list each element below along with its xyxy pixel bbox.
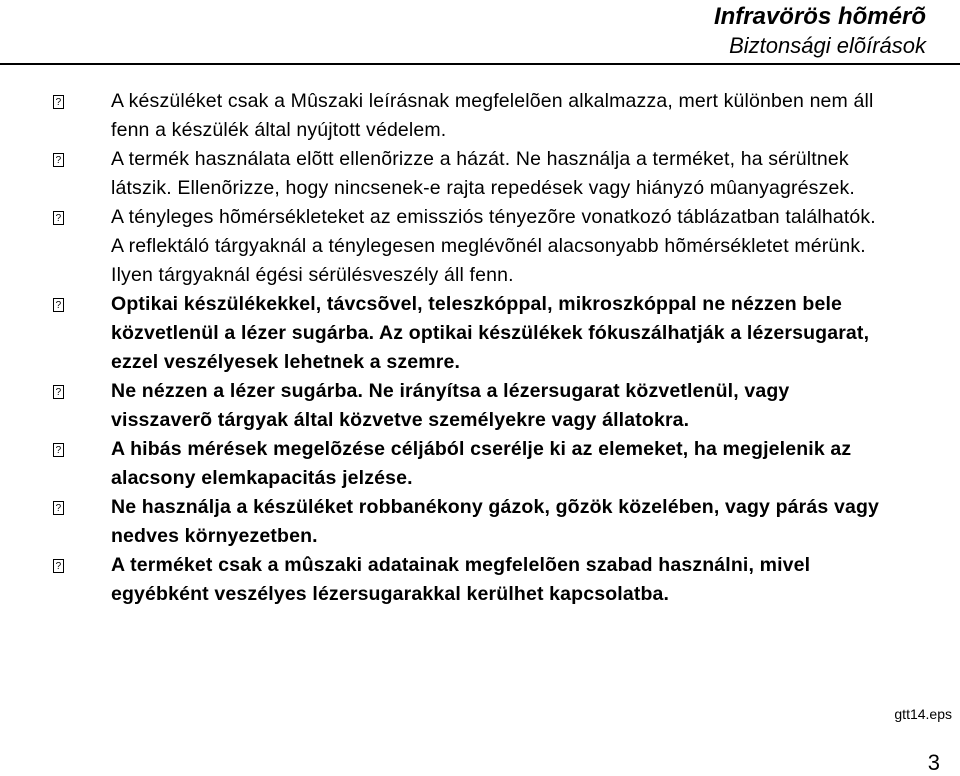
bullet-icon: ?: [53, 559, 64, 573]
list-item-text: A hibás mérések megelõzése céljából cserélje ki az elemeket, ha megjelenik az alacsony elemkapacitás jelzése.: [111, 438, 852, 489]
list-item-text: Optikai készülékekkel, távcsõvel, teleszkóppal, mikroszkóppal ne nézzen bele közvetlenül a lézer sugárba. Az optikai készülékek fókuszálhatják a lézersugarat, ezzel veszélyesek lehetnek a szemre.: [111, 293, 870, 373]
list-item: [0, 290, 960, 377]
list-item-text: A készüléket csak a Mûszaki leírásnak megfelelõen alkalmazza, mert különben nem áll fenn a készülék által nyújtott védelem.: [111, 90, 874, 141]
list-item: [0, 377, 960, 435]
bullet-icon: ?: [53, 211, 64, 225]
header-divider: [0, 63, 960, 65]
bullet-icon: ?: [53, 95, 64, 109]
bullet-icon: ?: [53, 443, 64, 457]
page-header: [714, 0, 926, 60]
page-number: 3: [927, 750, 940, 775]
safety-instructions-list: [0, 87, 960, 609]
bullet-icon: ?: [53, 298, 64, 312]
document-title: Infravörös hõmérõ: [713, 3, 926, 30]
bullet-icon: ?: [53, 153, 64, 167]
list-item: [0, 435, 960, 493]
file-name-label: gtt14.eps: [894, 706, 952, 722]
list-item-text: A termék használata elõtt ellenõrizze a házát. Ne használja a terméket, ha sérültnek látszik. Ellenõrizze, hogy nincsenek-e rajta repedések vagy hiányzó mûanyagrészek.: [111, 148, 855, 199]
list-item-text: A terméket csak a mûszaki adatainak megfelelõen szabad használni, mivel egyébként veszélyes lézersugarakkal kerülhet kapcsolatba.: [111, 554, 811, 605]
list-item: [0, 551, 960, 609]
list-item-text: Ne használja a készüléket robbanékony gázok, gõzök közelében, vagy párás vagy nedves környezetben.: [111, 496, 880, 547]
list-item: [0, 203, 960, 290]
list-item: [0, 493, 960, 551]
list-item-text: A tényleges hõmérsékleteket az emissziós tényezõre vonatkozó táblázatban találhatók. A reflektáló tárgyaknál a ténylegesen meglévõnél alacsonyabb hõmérsékletet mérünk. Ilyen tárgyaknál égési sérülésveszély áll fenn.: [111, 206, 876, 286]
list-item-text: Ne nézzen a lézer sugárba. Ne irányítsa a lézersugarat közvetlenül, vagy visszaverõ tárgyak által közvetve személyekre vagy állatokra.: [111, 380, 790, 431]
bullet-icon: ?: [53, 385, 64, 399]
list-item: [0, 145, 960, 203]
document-subtitle: Biztonsági elõírások: [729, 33, 926, 58]
list-item: [0, 87, 960, 145]
bullet-icon: ?: [53, 501, 64, 515]
